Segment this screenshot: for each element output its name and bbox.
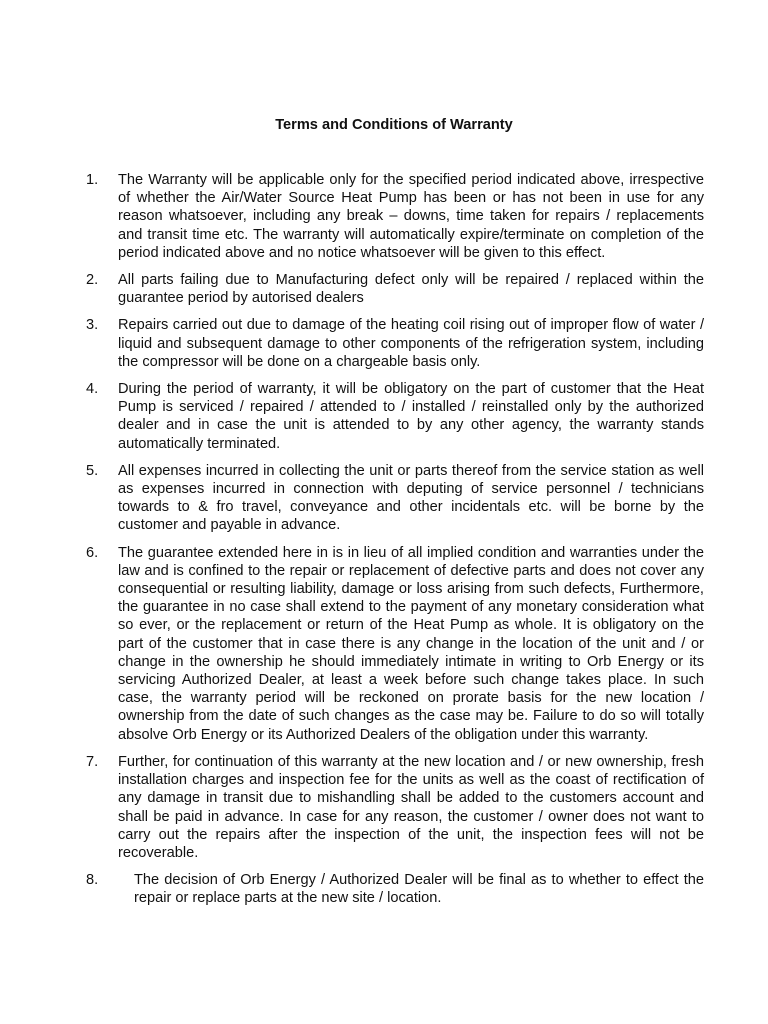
list-item-text: Further, for continuation of this warranty at the new location and / or new ownership, fresh installation charges and inspection fee for the units as well as the coast of rectification of any damage in transit due to mishandling shall be added to the customers account and shall be paid in advance. In case for any reason, the customer / owner does not want to carry out the repairs after the inspection of the unit, the inspection fees will not be recoverable. bbox=[118, 753, 704, 861]
list-item-number: 8. bbox=[86, 872, 99, 889]
list-item bbox=[86, 271, 704, 307]
list-item-number: 7. bbox=[86, 753, 99, 770]
list-item-text: Repairs carried out due to damage of the heating coil rising out of improper flow of water / liquid and subsequent damage to other components of the refrigeration system, including the compressor will be done on a chargeable basis only. bbox=[118, 317, 704, 370]
list-item-number: 6. bbox=[86, 544, 99, 561]
warranty-terms-list bbox=[86, 171, 704, 917]
list-item-text: All parts failing due to Manufacturing defect only will be repaired / replaced within the guarantee period by autorised dealers bbox=[118, 272, 704, 307]
list-item bbox=[86, 316, 704, 371]
list-item bbox=[86, 462, 704, 535]
list-item bbox=[86, 753, 704, 862]
list-item-number: 5. bbox=[86, 462, 99, 479]
list-item bbox=[86, 380, 704, 453]
list-item-number: 4. bbox=[86, 381, 99, 398]
list-item-number: 2. bbox=[86, 272, 99, 289]
list-item-number: 1. bbox=[86, 172, 99, 188]
list-item bbox=[86, 871, 704, 907]
list-item bbox=[86, 544, 704, 744]
list-item-number: 3. bbox=[86, 317, 99, 334]
list-item bbox=[86, 171, 704, 262]
list-item-text: The guarantee extended here in is in lieu of all implied condition and warranties under the law and is confined to the repair or replacement of defective parts and does not cover any consequential or resulting liability, damage or loss arising from such defects, Furthermore, the guarantee in no case shall extend to the payment of any monetary consideration what so ever, or the replacement or return of the Heat Pump as whole. It is obligatory on the part of the customer that in case there is any change in the location of the unit and / or change in the ownership he should immediately intimate in writing to Orb Energy or its servicing Authorized Dealer, at least a week before such change takes place. In such case, the warranty period will be reckoned on prorate basis for the new location / ownership from the date of such changes as the case may be. Failure to do so will totally absolve Orb Energy or its Authorized Dealers of the obligation under this warranty. bbox=[118, 544, 704, 743]
list-item-text: The Warranty will be applicable only for the specified period indicated above, irrespective of whether the Air/Water Source Heat Pump has been or has not been in use for any reason whatsoever, including any break – downs, time taken for repairs / replacements and transit time etc. The warranty will automatically expire/terminate on completion of the period indicated above and no notice whatsoever will be given to this effect. bbox=[118, 172, 704, 261]
list-item-text: During the period of warranty, it will be obligatory on the part of customer that the Heat Pump is serviced / repaired / attended to / installed / reinstalled only by the authorized dealer and in case the unit is attended to by any other agency, the warranty stands automatically terminated. bbox=[118, 381, 704, 452]
list-item-text: The decision of Orb Energy / Authorized Dealer will be final as to whether to effect the repair or replace parts at the new site / location. bbox=[134, 872, 704, 907]
list-item-text: All expenses incurred in collecting the unit or parts thereof from the service station as well as expenses incurred in connection with deputing of service personnel / technicians towards to & fro travel, conveyance and other incidentals etc. will be borne by the customer and payable in advance. bbox=[118, 462, 704, 534]
document-title: Terms and Conditions of Warranty bbox=[275, 117, 513, 133]
